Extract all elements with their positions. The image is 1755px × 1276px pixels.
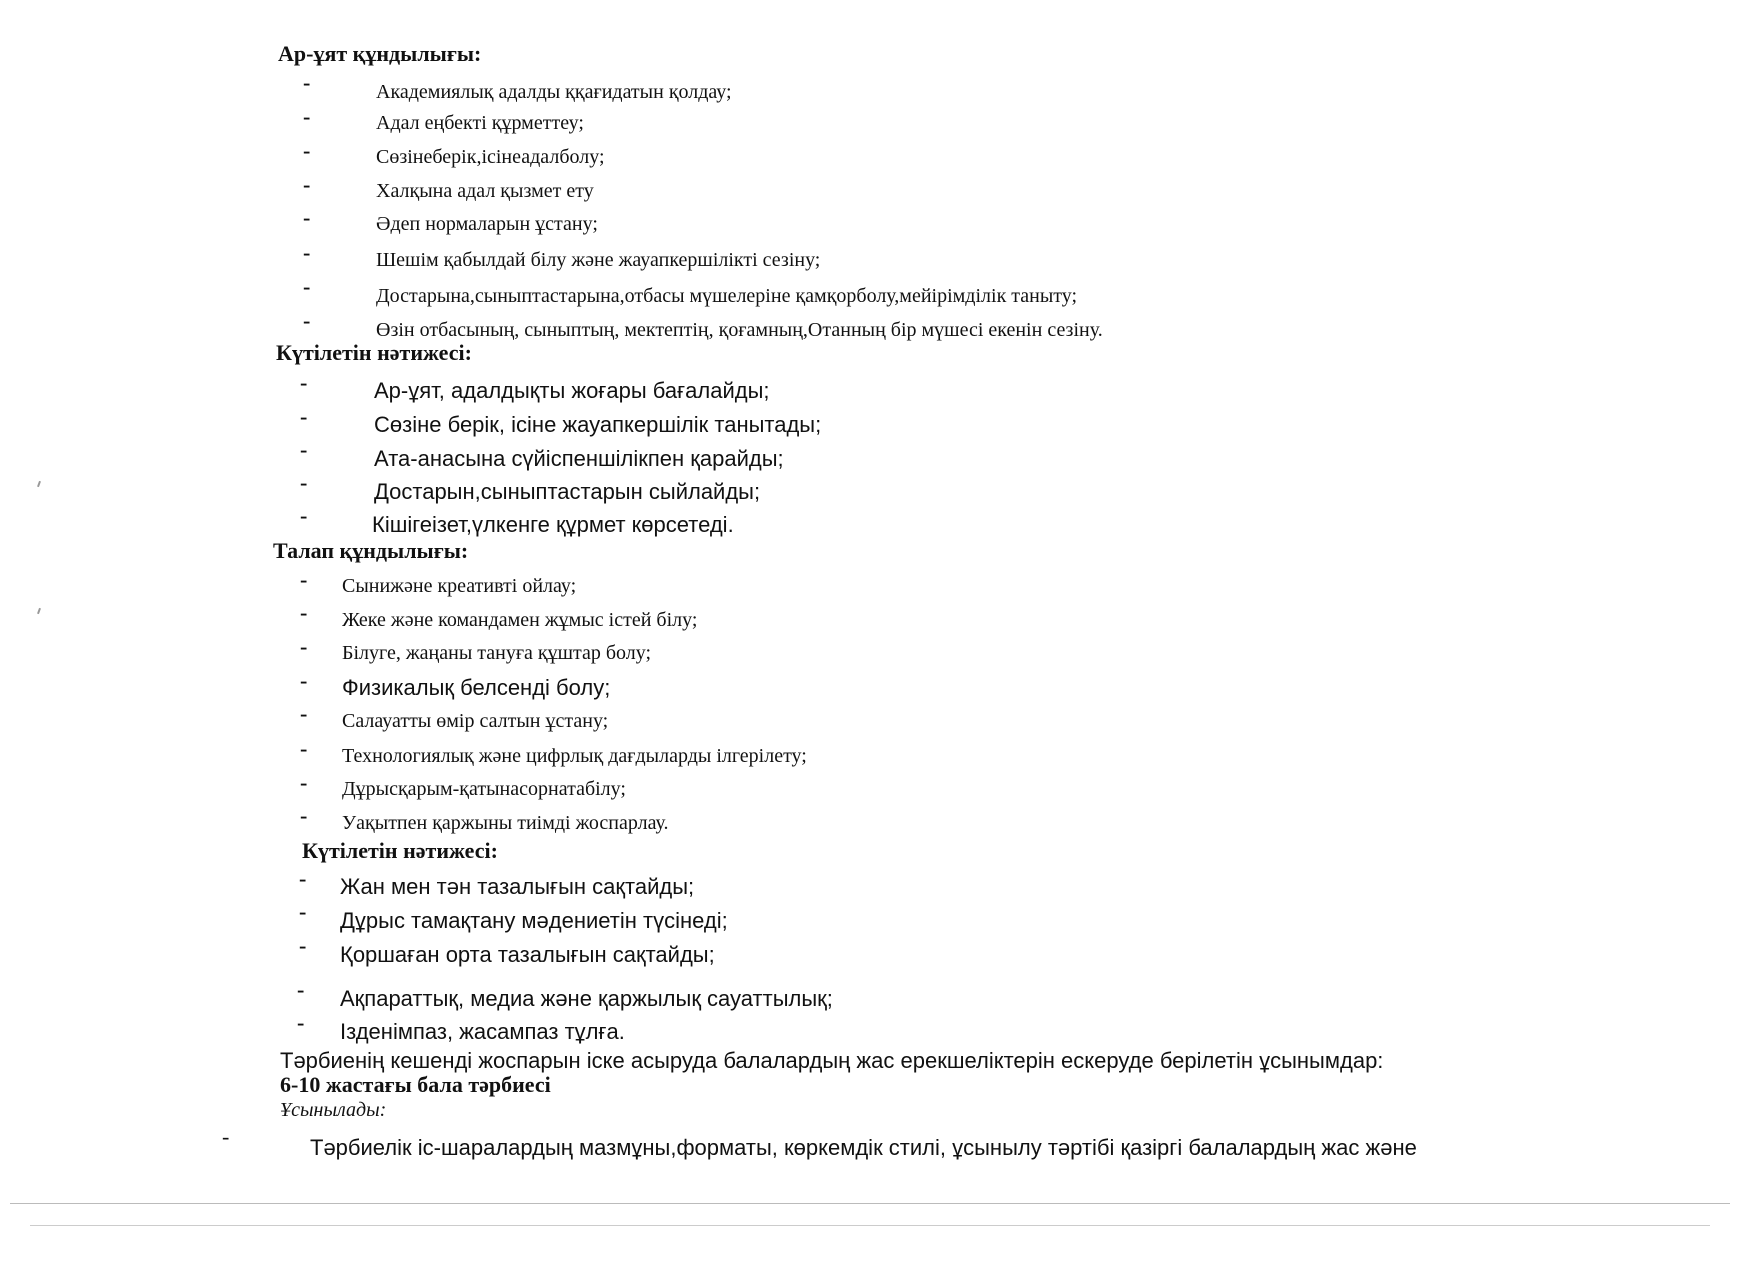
list-item: Қоршаған орта тазалығын сақтайды;: [340, 942, 715, 967]
list-item: Достарына,сыныптастарына,отбасы мүшелеріне қамқорболу,мейірімділік таныту;: [376, 285, 1078, 307]
bullet-dash: -: [300, 600, 308, 625]
bullet-dash: -: [303, 240, 311, 265]
bullet-dash: -: [300, 404, 308, 429]
list-item: Жеке және командамен жұмыс істей білу;: [342, 609, 698, 631]
recommendation-intro: Тәрбиенің кешенді жоспарын іске асыруда балалардың жас ерекшеліктерін ескеруде берілетін ұсынымдар:: [280, 1048, 1384, 1073]
list-item: Ата-анасына сүйіспеншілікпен қарайды;: [374, 446, 784, 471]
bullet-dash: -: [300, 503, 308, 528]
bullet-dash: -: [300, 370, 308, 395]
scan-speck: [37, 481, 41, 487]
bullet-dash: -: [300, 634, 308, 659]
bullet-dash: -: [300, 736, 308, 761]
bullet-dash: -: [299, 899, 307, 924]
scan-speck: [37, 608, 41, 614]
list-item: Достарын,сыныптастарын сыйлайды;: [374, 479, 761, 504]
bullet-dash: -: [303, 205, 311, 230]
bullet-dash: -: [222, 1124, 230, 1149]
bullet-dash: -: [300, 567, 308, 592]
list-item: Ақпараттық, медиа және қаржылық сауаттылық;: [340, 986, 833, 1011]
list-item: Сынижәне креативті ойлау;: [342, 575, 577, 597]
list-item: Дұрысқарым-қатынасорнатабілу;: [342, 778, 626, 800]
age-group-heading: 6-10 жастағы бала тәрбиесі: [280, 1072, 551, 1097]
recommended-label: Ұсынылады:: [280, 1099, 387, 1121]
list-item: Ар-ұят, адалдықты жоғары бағалайды;: [374, 378, 770, 403]
list-item: Технологиялық және цифрлық дағдыларды ілгерілету;: [342, 745, 807, 767]
bullet-dash: -: [303, 274, 311, 299]
scan-edge-line: [10, 1203, 1730, 1204]
section-heading-ar-uyat: Ар-ұят құндылығы:: [278, 41, 482, 66]
list-item: Ізденімпаз, жасампаз тұлға.: [340, 1019, 625, 1044]
list-item: Сөзінеберік,ісінеадалболу;: [376, 146, 605, 168]
list-item: Халқына адал қызмет ету: [376, 180, 594, 202]
bullet-dash: -: [303, 70, 311, 95]
list-item: Сөзіне берік, ісіне жауапкершілік танытады;: [374, 412, 822, 437]
bullet-dash: -: [303, 172, 311, 197]
bullet-dash: -: [300, 701, 308, 726]
bullet-dash: -: [303, 104, 311, 129]
scan-edge-line: [30, 1225, 1710, 1226]
bullet-dash: -: [299, 933, 307, 958]
bullet-dash: -: [300, 668, 308, 693]
bullet-dash: -: [303, 138, 311, 163]
list-item: Өзін отбасының, сыныптың, мектептің, қоғамның,Отанның бір мүшесі екенін сезіну.: [376, 319, 1103, 341]
bullet-dash: -: [300, 770, 308, 795]
list-item: Адал еңбекті құрметтеу;: [376, 112, 584, 134]
bullet-dash: -: [300, 803, 308, 828]
list-item: Білуге, жаңаны тануға құштар болу;: [342, 642, 652, 664]
bullet-dash: -: [297, 977, 305, 1002]
bullet-dash: -: [299, 866, 307, 891]
list-item: Әдеп нормаларын ұстану;: [376, 213, 598, 235]
list-item: Кішігеізет,үлкенге құрмет көрсетеді.: [372, 512, 734, 537]
list-item: Физикалық белсенді болу;: [342, 675, 611, 700]
list-item: Академиялық адалды ққағидатын қолдау;: [376, 81, 732, 103]
section-heading-talap: Талап құндылығы:: [273, 538, 469, 563]
list-item: Уақытпен қаржыны тиімді жоспарлау.: [342, 812, 669, 834]
bullet-dash: -: [300, 437, 308, 462]
list-item: Шешім қабылдай білу және жауапкершілікті сезіну;: [376, 249, 821, 271]
bullet-dash: -: [300, 470, 308, 495]
list-item: Тәрбиелік іс-шаралардың мазмұны,форматы, көркемдік стилі, ұсынылу тәртібі қазіргі балалардың жас және: [310, 1135, 1417, 1160]
bullet-dash: -: [297, 1010, 305, 1035]
bullet-dash: -: [303, 308, 311, 333]
list-item: Салауатты өмір салтын ұстану;: [342, 710, 609, 732]
list-item: Дұрыс тамақтану мәдениетін түсінеді;: [340, 908, 728, 933]
section-heading-expected-results-2: Күтілетін нәтижесі:: [302, 838, 498, 863]
section-heading-expected-results-1: Күтілетін нәтижесі:: [276, 340, 472, 365]
list-item: Жан мен тән тазалығын сақтайды;: [340, 874, 695, 899]
